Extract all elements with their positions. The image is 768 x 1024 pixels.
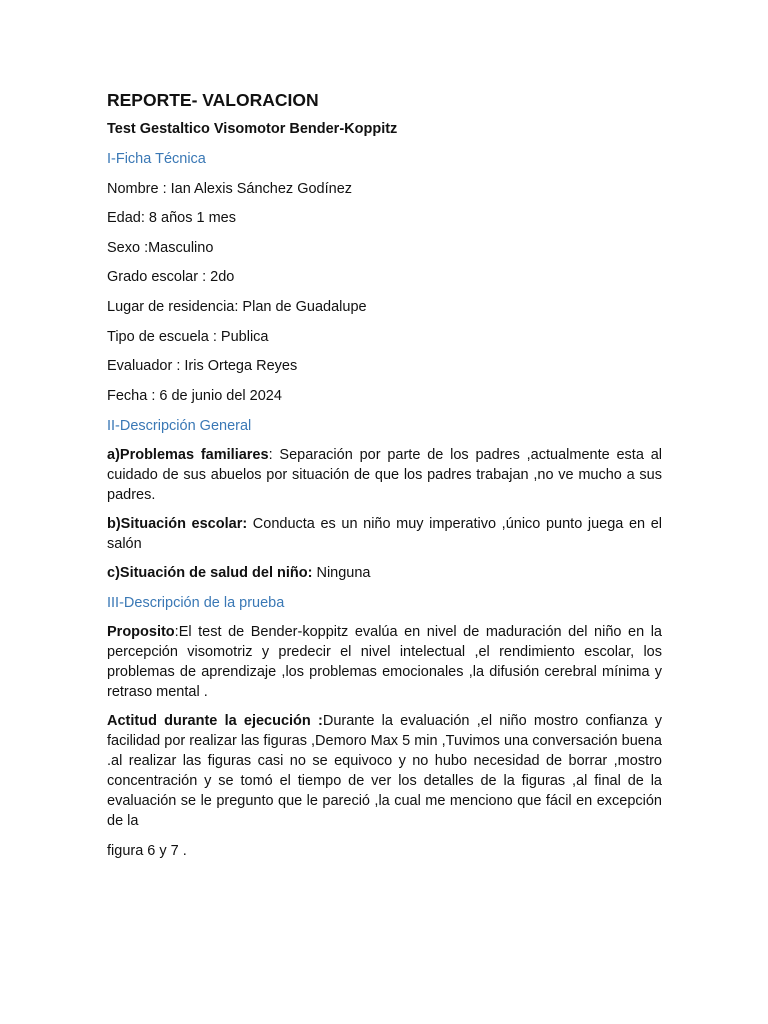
text-proposito: :El test de Bender-koppitz evalúa en nivel de maduración del niño en la percepción visomotriz y predecir el nivel intelectual ,el rendimiento escolar, los problemas de aprendizaje ,los problemas emocionales ,la difusión cerebral mínima y retraso mental .	[107, 623, 662, 700]
document-page	[107, 88, 662, 861]
field-lugar-residencia: Lugar de residencia: Plan de Guadalupe	[107, 298, 367, 315]
label-situacion-escolar: b)Situación escolar:	[107, 515, 248, 532]
report-title: REPORTE- VALORACION	[107, 90, 319, 110]
section-descripcion-prueba: III-Descripción de la prueba	[107, 594, 285, 611]
field-grado-escolar: Grado escolar : 2do	[107, 269, 235, 286]
paragraph-situacion-salud	[107, 563, 662, 583]
section-descripcion-general: II-Descripción General	[107, 417, 252, 434]
field-nombre: Nombre : Ian Alexis Sánchez Godínez	[107, 180, 353, 197]
text-situacion-salud: Ninguna	[312, 564, 371, 581]
field-tipo-escuela: Tipo de escuela : Publica	[107, 328, 269, 345]
field-edad: Edad: 8 años 1 mes	[107, 210, 236, 227]
section-ficha-tecnica: I-Ficha Técnica	[107, 151, 206, 167]
field-sexo: Sexo :Masculino	[107, 239, 214, 256]
field-fecha: Fecha : 6 de junio del 2024	[107, 387, 282, 404]
paragraph-problemas-familiares	[107, 445, 662, 505]
paragraph-proposito	[107, 622, 662, 702]
paragraph-final-line: figura 6 y 7 .	[107, 842, 187, 859]
field-evaluador: Evaluador : Iris Ortega Reyes	[107, 358, 298, 375]
label-situacion-salud: c)Situación de salud del niño:	[107, 564, 313, 581]
text-actitud: Durante la evaluación ,el niño mostro confianza y facilidad por realizar las figuras ,Demoro Max 5 min ,Tuvimos una conversación buena .al realizar las figuras casi no se equivoco y no hubo necesidad de borrar ,mostro concentración y se tomó el tiempo de ver los detalles de la figuras ,al final de la evaluación se le pregunto que le pareció ,la cual me menciono que fácil en excepción de la	[107, 712, 663, 829]
text-situacion-escolar: Conducta es un niño muy imperativo ,único punto juega en el salón	[107, 515, 662, 552]
text-problemas-familiares: : Separación por parte de los padres ,actualmente esta al cuidado de sus abuelos por situación de que los padres trabajan ,no ve mucho a sus padres.	[107, 446, 662, 503]
label-actitud: Actitud durante la ejecución :	[107, 712, 323, 729]
label-problemas-familiares: a)Problemas familiares	[107, 446, 269, 463]
label-proposito: Proposito	[107, 623, 175, 640]
paragraph-actitud	[107, 711, 662, 831]
paragraph-situacion-escolar	[107, 514, 662, 554]
test-subtitle: Test Gestaltico Visomotor Bender-Koppitz	[107, 121, 398, 137]
